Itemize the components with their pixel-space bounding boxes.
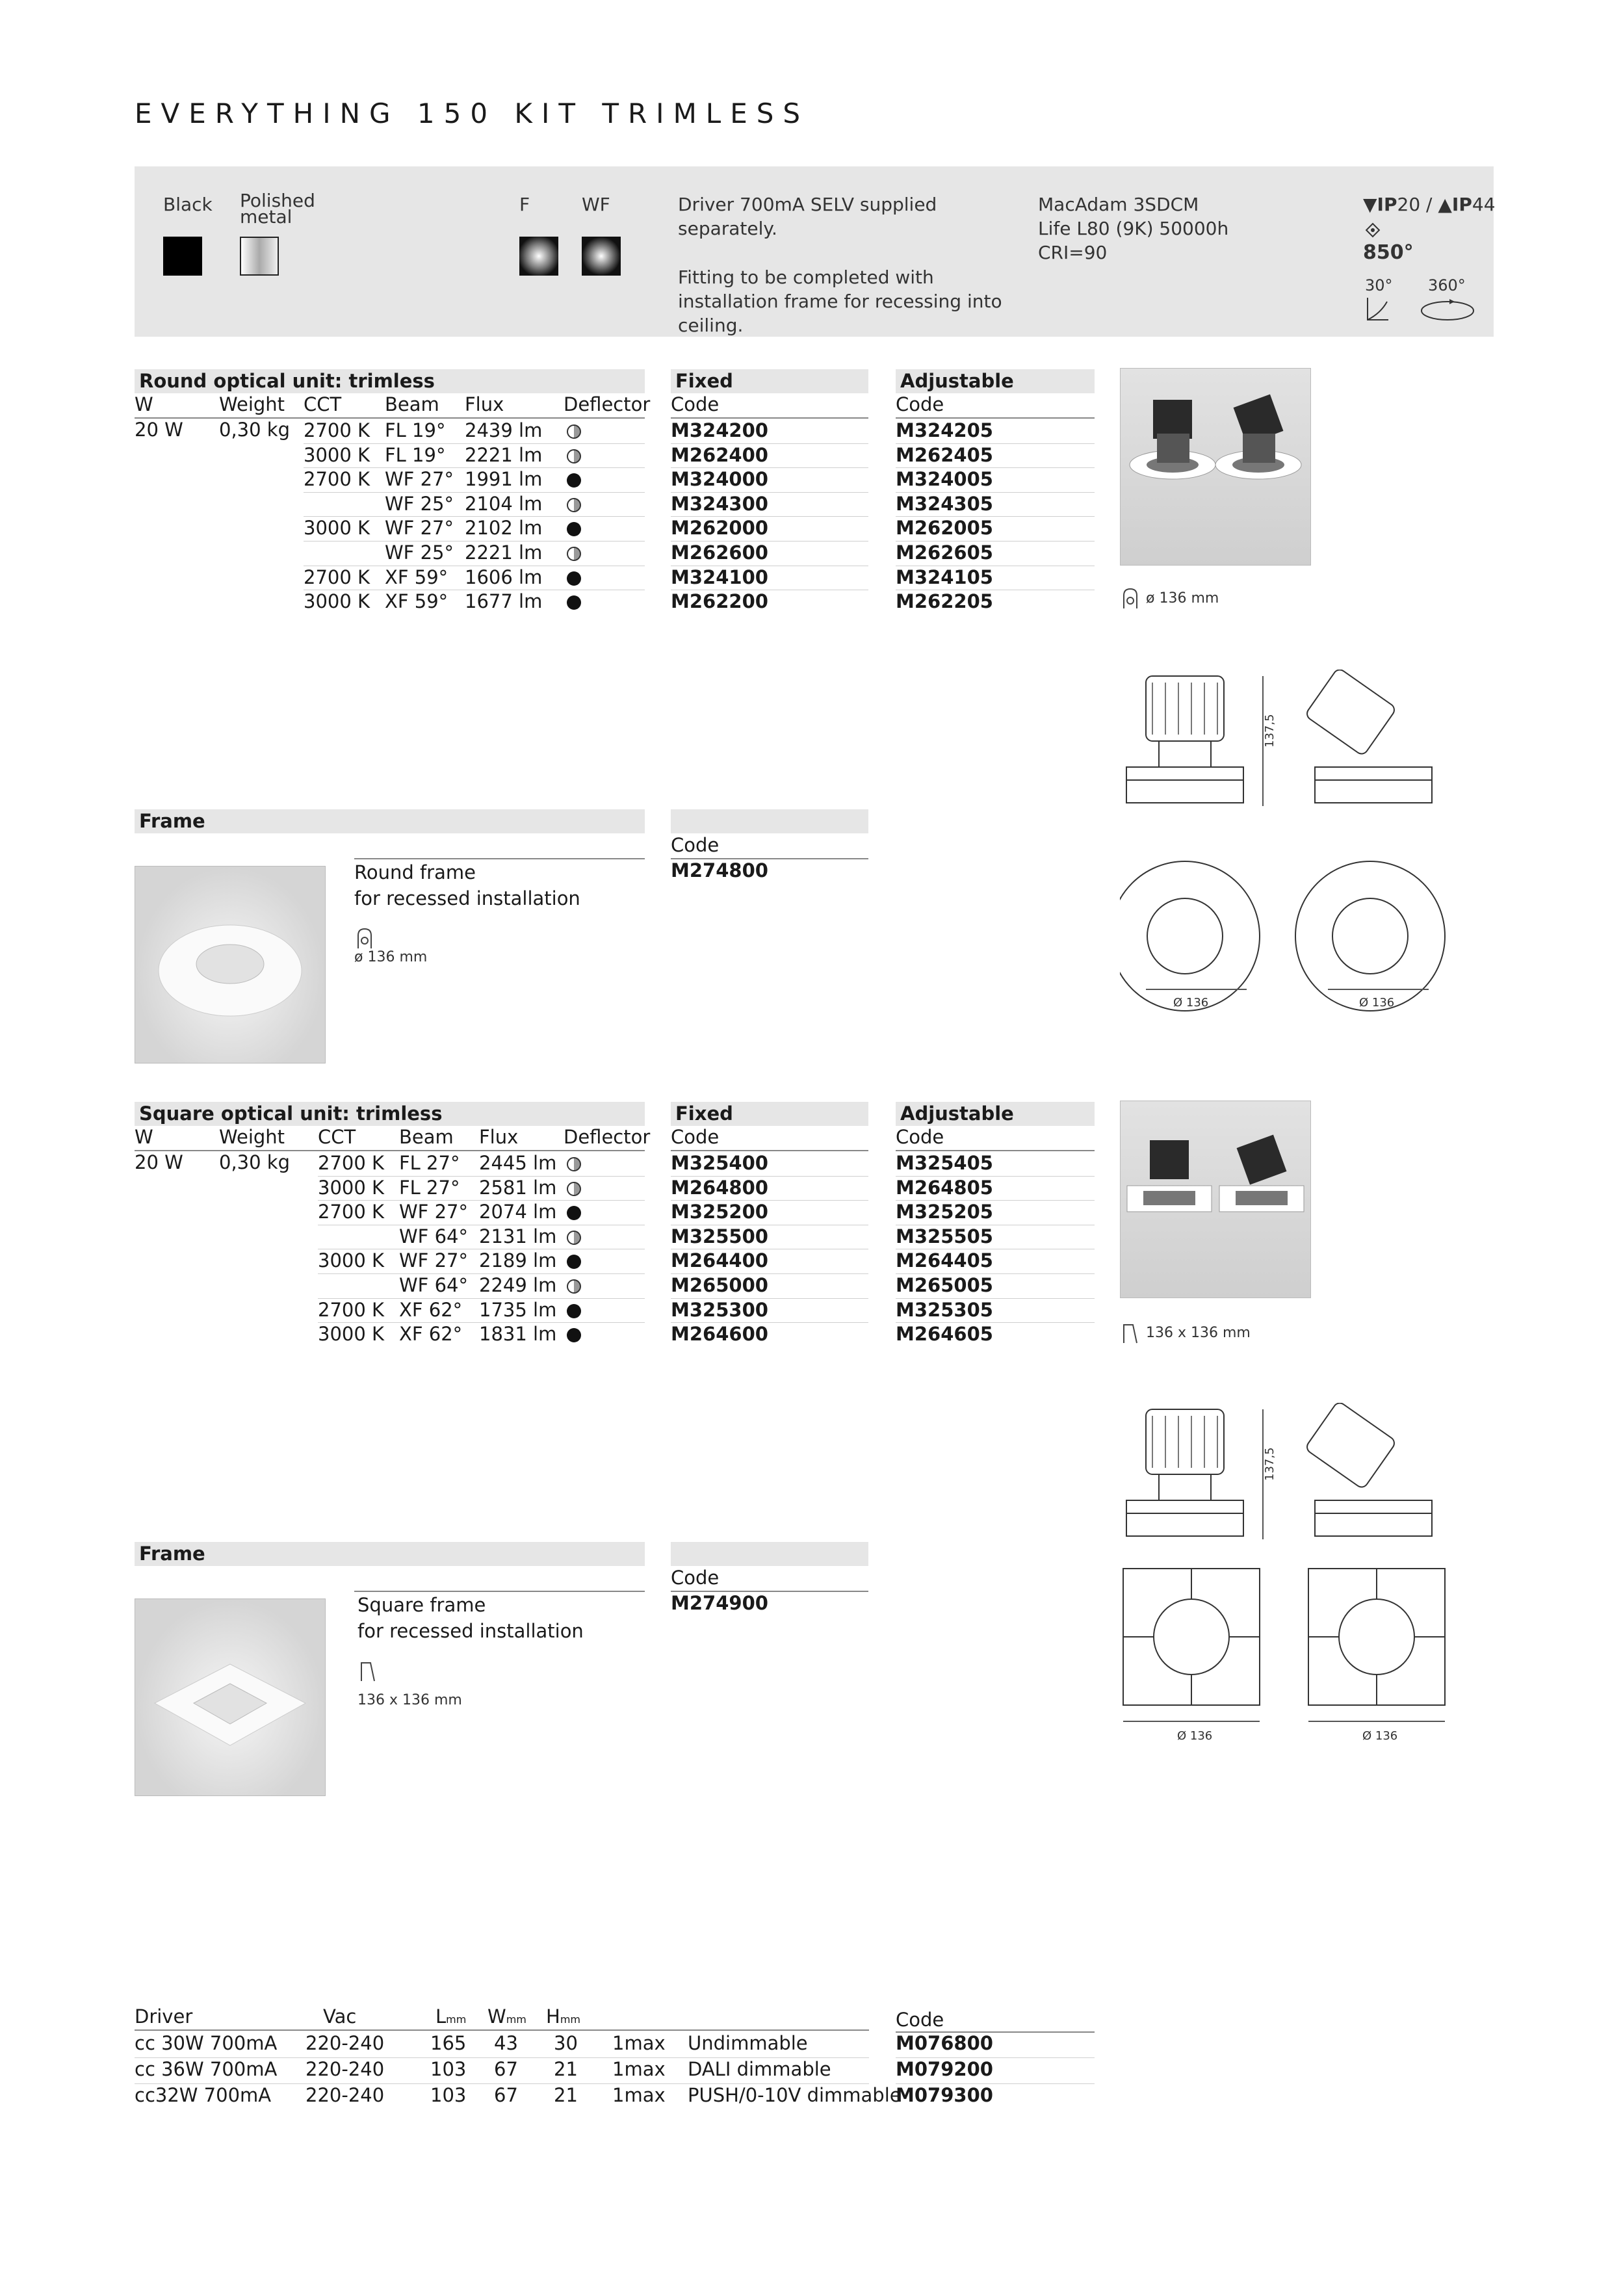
- rotate-label: 360°: [1428, 276, 1466, 294]
- driver-h: 30: [554, 2032, 578, 2054]
- square-fixed-code: M325300: [671, 1298, 768, 1321]
- square-header-weight: Weight: [219, 1126, 285, 1148]
- driver-h: 21: [554, 2084, 578, 2106]
- round-header-w: W: [135, 393, 153, 415]
- round-band: Round optical unit: trimless: [135, 369, 645, 393]
- square-deflector-icon: [567, 1200, 581, 1224]
- round-flux: 2221 lm: [465, 443, 543, 466]
- round-beam: WF 27°: [385, 468, 454, 491]
- square-flux: 2445 lm: [479, 1152, 557, 1174]
- round-diameter-dim-2: Ø 136: [1359, 996, 1395, 1010]
- page-title: EVERYTHING 150 KIT TRIMLESS: [135, 98, 810, 129]
- round-deflector-icon: [567, 541, 581, 565]
- square-fixed-code: M264600: [671, 1323, 768, 1346]
- driver-header-unit: mm: [506, 2013, 526, 2026]
- spec-bar: [135, 166, 1494, 337]
- square-flux: 2189 lm: [479, 1249, 557, 1272]
- square-weight: 0,30 kg: [219, 1151, 290, 1173]
- square-table-row: [0, 1322, 1623, 1346]
- driver-table-row: [0, 2057, 1623, 2081]
- square-frame-photo: [135, 1598, 326, 1796]
- square-cct: 3000 K: [318, 1176, 385, 1199]
- round-beam: WF 25°: [385, 541, 454, 564]
- round-frame-code: M274800: [671, 859, 768, 881]
- driver-header-w-letter: W: [487, 2005, 506, 2028]
- square-deflector-icon: [567, 1249, 581, 1273]
- square-header-beam: Beam: [399, 1126, 454, 1148]
- round-fixed-band: Fixed: [671, 369, 868, 393]
- reflector-f-label: F: [519, 194, 530, 215]
- driver-name: cc 30W 700mA: [135, 2032, 278, 2054]
- round-fixed-code: M324100: [671, 566, 768, 588]
- square-deflector-icon: [567, 1273, 581, 1298]
- square-fixed-code: M264400: [671, 1249, 768, 1272]
- round-frame-photo: [135, 866, 326, 1063]
- driver-table-row: [0, 2083, 1623, 2107]
- square-frame-rule: [354, 1591, 645, 1592]
- driver-name: cc 36W 700mA: [135, 2058, 278, 2080]
- round-flux: 2102 lm: [465, 517, 543, 540]
- square-beam: XF 62°: [399, 1323, 463, 1346]
- driver-header-h: [546, 2005, 580, 2028]
- reflector-wf-swatch: [582, 237, 621, 276]
- square-table-row: [0, 1249, 1623, 1273]
- driver-max: 1max: [612, 2058, 666, 2080]
- driver-header-unit: mm: [560, 2013, 580, 2026]
- square-adjustable-code: M264405: [896, 1249, 993, 1272]
- round-deflector-icon: [567, 467, 581, 491]
- round-beam: XF 59°: [385, 566, 448, 588]
- square-beam: WF 27°: [399, 1249, 468, 1272]
- square-deflector-icon: [567, 1225, 581, 1249]
- driver-header-vac: Vac: [323, 2005, 357, 2028]
- square-diameter-dim-2: Ø 136: [1362, 1729, 1398, 1743]
- driver-code: M079300: [896, 2084, 993, 2106]
- square-cutout-label: 136 x 136 mm: [1146, 1325, 1251, 1341]
- round-frame-band: Frame: [135, 809, 645, 833]
- round-beam: WF 27°: [385, 517, 454, 540]
- round-cutout-icon: [1120, 586, 1139, 610]
- rotate-icon: [1418, 296, 1477, 322]
- round-table-row: [0, 443, 1623, 467]
- round-beam: WF 25°: [385, 492, 454, 515]
- square-frame-desc: for recessed installation: [357, 1620, 584, 1642]
- round-fixed-code: M324200: [671, 419, 768, 441]
- square-deflector-icon: [567, 1176, 581, 1200]
- square-deflector-icon: [567, 1151, 581, 1175]
- round-header-cct: CCT: [304, 393, 342, 415]
- round-deflector-icon: [567, 590, 581, 614]
- ip-rating: [1363, 192, 1496, 216]
- square-fixed-code: M325400: [671, 1152, 768, 1174]
- square-flux: 1735 lm: [479, 1298, 557, 1321]
- driver-w: 67: [494, 2084, 518, 2106]
- round-adjustable-code: M262005: [896, 517, 993, 540]
- square-adjustable-code: M264805: [896, 1176, 993, 1199]
- round-fixed-code: M324300: [671, 492, 768, 515]
- round-weight: 0,30 kg: [219, 419, 290, 441]
- round-cct: 3000 K: [304, 517, 370, 540]
- round-flux: 2221 lm: [465, 541, 543, 564]
- reflector-f-swatch: [519, 237, 558, 276]
- square-header-cct: CCT: [318, 1126, 356, 1148]
- round-frame-code-header: Code: [671, 834, 720, 856]
- square-cutout-icon: [1120, 1321, 1139, 1344]
- driver-type: Undimmable: [688, 2032, 808, 2054]
- round-product-photo: [1120, 368, 1311, 566]
- square-adjustable-code: M325405: [896, 1152, 993, 1174]
- round-table-row: [0, 516, 1623, 540]
- driver-l: 165: [430, 2032, 467, 2054]
- round-flux: 2439 lm: [465, 419, 543, 441]
- square-cct: 2700 K: [318, 1152, 385, 1174]
- round-flux: 1606 lm: [465, 566, 543, 588]
- square-flux: 2581 lm: [479, 1176, 557, 1199]
- driver-max: 1max: [612, 2032, 666, 2054]
- square-adjustable-code: M325305: [896, 1298, 993, 1321]
- round-deflector-icon: [567, 419, 581, 443]
- round-beam: FL 19°: [385, 419, 446, 441]
- round-deflector-icon: [567, 566, 581, 590]
- driver-header-w: [487, 2005, 526, 2028]
- square-frame-cutout-label: 136 x 136 mm: [357, 1692, 462, 1708]
- square-flux: 2131 lm: [479, 1225, 557, 1247]
- square-flux: 2249 lm: [479, 1274, 557, 1296]
- round-frame-name: Round frame: [354, 861, 476, 883]
- square-table-row: [0, 1298, 1623, 1322]
- square-diameter-dim-1: Ø 136: [1177, 1729, 1213, 1743]
- driver-type: DALI dimmable: [688, 2058, 831, 2080]
- driver-w: 67: [494, 2058, 518, 2080]
- square-table-row: [0, 1225, 1623, 1249]
- round-fixed-code: M262000: [671, 517, 768, 540]
- class-marking-icon: [1365, 222, 1383, 241]
- round-header-flux: Flux: [465, 393, 504, 415]
- driver-vac: 220-240: [305, 2058, 385, 2080]
- round-adjustable-code: M324005: [896, 468, 993, 491]
- round-adjustable-code: M324205: [896, 419, 993, 441]
- square-fixed-code: M325200: [671, 1201, 768, 1223]
- square-product-photo: [1120, 1101, 1311, 1298]
- square-frame-code: M274900: [671, 1592, 768, 1614]
- square-adjustable-code: M264605: [896, 1323, 993, 1346]
- round-adj-band: Adjustable: [896, 369, 1095, 393]
- driver-header-h-letter: H: [546, 2005, 560, 2028]
- round-fixed-code: M262400: [671, 443, 768, 466]
- driver-vac: 220-240: [305, 2032, 385, 2054]
- square-deflector-icon: [567, 1322, 581, 1346]
- driver-header-code: Code: [896, 2009, 944, 2031]
- driver-l: 103: [430, 2084, 467, 2106]
- square-cct: 2700 K: [318, 1201, 385, 1223]
- square-adj-code-header: Code: [896, 1126, 944, 1148]
- driver-l: 103: [430, 2058, 467, 2080]
- square-fixed-code-header: Code: [671, 1126, 720, 1148]
- square-adjustable-code: M325505: [896, 1225, 993, 1247]
- driver-w: 43: [494, 2032, 518, 2054]
- square-header-flux: Flux: [479, 1126, 519, 1148]
- square-flux: 1831 lm: [479, 1323, 557, 1346]
- driver-type: PUSH/0-10V dimmable: [688, 2084, 902, 2106]
- driver-h: 21: [554, 2058, 578, 2080]
- square-adj-band: Adjustable: [896, 1102, 1095, 1126]
- round-diameter-dim-1: Ø 136: [1173, 996, 1209, 1010]
- square-frame-name: Square frame: [357, 1594, 486, 1616]
- round-header-beam: Beam: [385, 393, 439, 415]
- driver-header-l-letter: L: [435, 2005, 447, 2028]
- finish-black-label: Black: [163, 194, 213, 215]
- round-table-row: [0, 492, 1623, 516]
- round-adjustable-code: M262405: [896, 443, 993, 466]
- round-flux: 1677 lm: [465, 590, 543, 613]
- round-adjustable-code: M324105: [896, 566, 993, 588]
- round-flux: 2104 lm: [465, 492, 543, 515]
- square-fixed-code: M264800: [671, 1176, 768, 1199]
- square-beam: FL 27°: [399, 1152, 460, 1174]
- round-cct: 2700 K: [304, 468, 370, 491]
- tilt-label: 30°: [1365, 276, 1393, 294]
- round-deflector-icon: [567, 516, 581, 540]
- square-technical-drawing: [1120, 1403, 1458, 1754]
- square-beam: FL 27°: [399, 1176, 460, 1199]
- square-table-row: [0, 1200, 1623, 1224]
- round-table-row: [0, 566, 1623, 590]
- driver-note: Driver 700mA SELV supplied separately.: [678, 194, 937, 239]
- square-frame-code-band: [671, 1542, 868, 1566]
- square-frame-band: Frame: [135, 1542, 645, 1566]
- temperature-text: 850°: [1363, 241, 1414, 264]
- round-frame-cutout-icon: [354, 926, 374, 950]
- round-table-row: [0, 541, 1623, 565]
- round-beam: XF 59°: [385, 590, 448, 613]
- square-table-row: [0, 1273, 1623, 1298]
- round-adjustable-code: M262205: [896, 590, 993, 613]
- ip-up-icon: ▲: [1438, 194, 1452, 215]
- round-height-dim: 137,5: [1263, 714, 1277, 748]
- round-header-deflector: Deflector: [564, 393, 651, 415]
- black-swatch: [163, 237, 202, 276]
- square-fixed-band: Fixed: [671, 1102, 868, 1126]
- round-technical-drawing: [1120, 670, 1458, 1034]
- reflector-wf-label: WF: [582, 194, 610, 215]
- round-wattage: 20 W: [135, 419, 183, 441]
- round-flux: 1991 lm: [465, 468, 543, 491]
- round-adj-code-header: Code: [896, 393, 944, 415]
- round-adjustable-code: M262605: [896, 541, 993, 564]
- tilt-icon: [1365, 296, 1391, 322]
- round-fixed-code-header: Code: [671, 393, 720, 415]
- driver-code: M076800: [896, 2032, 993, 2054]
- square-wattage: 20 W: [135, 1151, 183, 1173]
- polished-swatch: [240, 237, 279, 276]
- square-table-row: [0, 1176, 1623, 1200]
- square-flux: 2074 lm: [479, 1201, 557, 1223]
- round-frame-desc: for recessed installation: [354, 887, 580, 909]
- round-fixed-code: M324000: [671, 468, 768, 491]
- square-header-w: W: [135, 1126, 153, 1148]
- driver-max: 1max: [612, 2084, 666, 2106]
- driver-code: M079200: [896, 2058, 993, 2080]
- round-cutout-label: ø 136 mm: [1146, 590, 1219, 607]
- round-header-weight: Weight: [219, 393, 285, 415]
- round-cct: 2700 K: [304, 566, 370, 588]
- round-table-row: [0, 467, 1623, 491]
- round-table-row: [0, 590, 1623, 614]
- square-cct: 3000 K: [318, 1249, 385, 1272]
- square-adjustable-code: M265005: [896, 1274, 993, 1296]
- square-header-deflector: Deflector: [564, 1126, 651, 1148]
- square-beam: WF 27°: [399, 1201, 468, 1223]
- square-frame-cutout-icon: [357, 1659, 377, 1682]
- round-cct: 3000 K: [304, 443, 370, 466]
- round-fixed-code: M262200: [671, 590, 768, 613]
- square-adjustable-code: M325205: [896, 1201, 993, 1223]
- driver-header-unit: mm: [446, 2013, 467, 2026]
- fitting-note: Fitting to be completed with installation frame for recessing into ceiling.: [678, 267, 1002, 336]
- ip-a-value: 20 /: [1397, 194, 1433, 215]
- round-cct: 2700 K: [304, 419, 370, 441]
- finish-polished-label: Polished metal: [240, 190, 315, 228]
- driver-vac: 220-240: [305, 2084, 385, 2106]
- round-adjustable-code: M324305: [896, 492, 993, 515]
- round-frame-rule: [354, 858, 645, 859]
- square-cct: 2700 K: [318, 1298, 385, 1321]
- round-frame-cutout-label: ø 136 mm: [354, 949, 428, 965]
- round-beam: FL 19°: [385, 443, 446, 466]
- round-deflector-icon: [567, 492, 581, 516]
- cri-text: CRI=90: [1038, 242, 1108, 263]
- life-text: Life L80 (9K) 50000h: [1038, 218, 1229, 239]
- round-frame-code-band: [671, 809, 868, 833]
- driver-header-rule: [135, 2029, 869, 2031]
- ip-down-icon: ▼: [1363, 194, 1377, 215]
- driver-header-l: [435, 2005, 466, 2028]
- round-fixed-code: M262600: [671, 541, 768, 564]
- square-height-dim: 137,5: [1263, 1447, 1277, 1481]
- round-deflector-icon: [567, 443, 581, 467]
- driver-table-row: [0, 2031, 1623, 2055]
- ip-b-value: 44: [1472, 194, 1496, 215]
- square-deflector-icon: [567, 1298, 581, 1322]
- square-beam: XF 62°: [399, 1298, 463, 1321]
- square-frame-code-header: Code: [671, 1567, 720, 1589]
- ip-a-label: IP: [1377, 194, 1397, 215]
- round-table-row: [0, 419, 1623, 443]
- driver-name: cc32W 700mA: [135, 2084, 272, 2106]
- square-beam: WF 64°: [399, 1225, 468, 1247]
- square-cct: 3000 K: [318, 1323, 385, 1346]
- square-fixed-code: M265000: [671, 1274, 768, 1296]
- round-cct: 3000 K: [304, 590, 370, 613]
- ip-b-label: IP: [1451, 194, 1472, 215]
- macadam-text: MacAdam 3SDCM: [1038, 194, 1199, 215]
- square-fixed-code: M325500: [671, 1225, 768, 1247]
- square-table-row: [0, 1151, 1623, 1175]
- square-beam: WF 64°: [399, 1274, 468, 1296]
- driver-header-driver: Driver: [135, 2005, 193, 2028]
- square-band: Square optical unit: trimless: [135, 1102, 645, 1126]
